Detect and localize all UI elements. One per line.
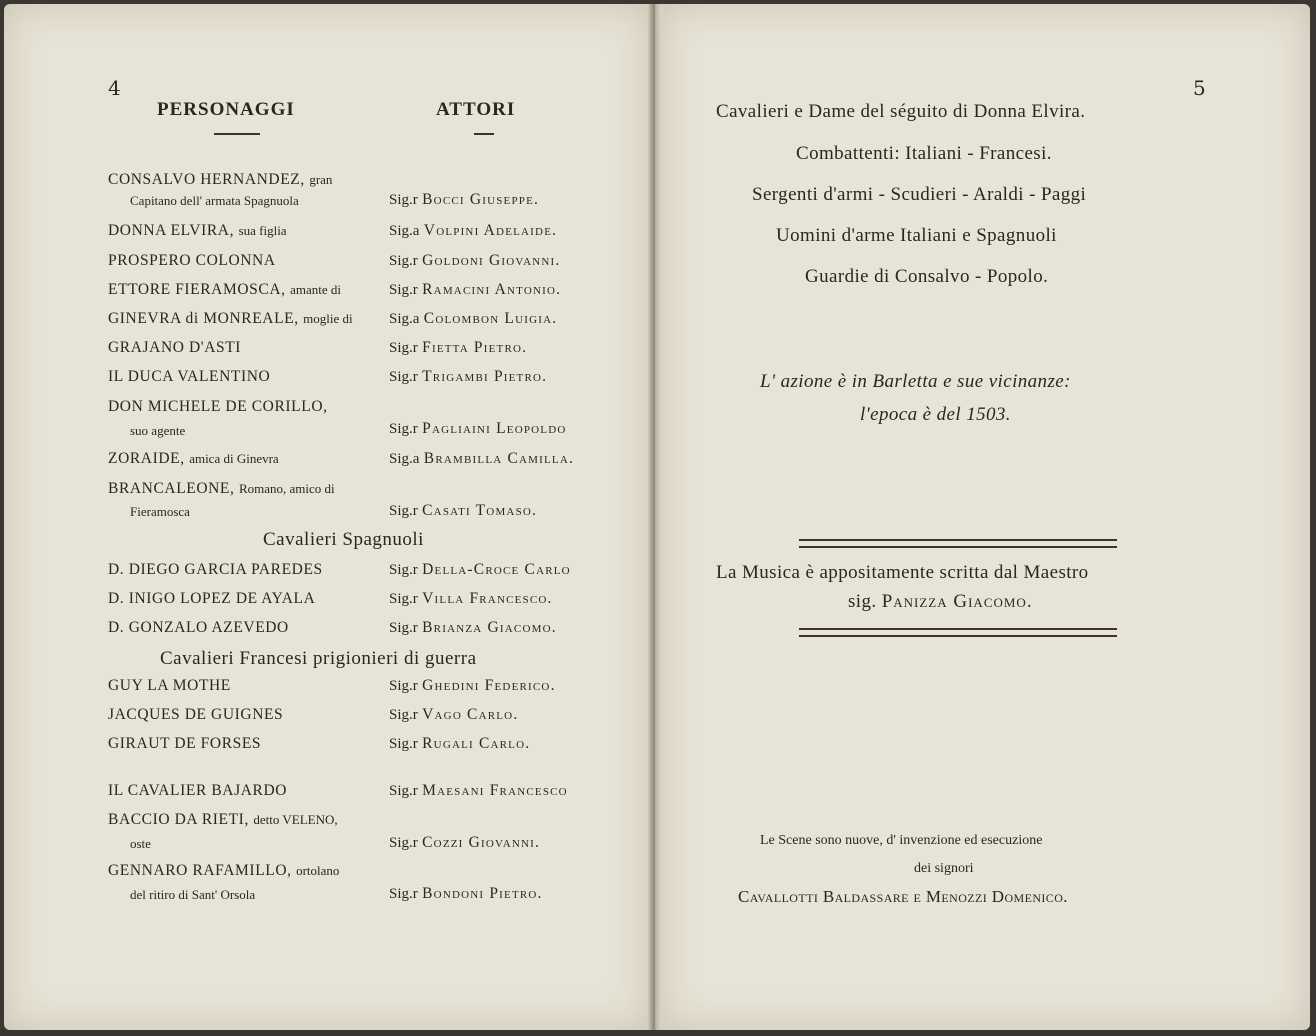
role-michele-desc: suo agente [130,423,186,438]
actor-ettore: Sig.r Ramacini Antonio. [389,281,562,298]
line-guardie: Guardie di Consalvo - Popolo. [805,266,1049,287]
role-zoraide: ZORAIDE, amica di Ginevra [108,450,279,467]
line-cavalieri-dame: Cavalieri e Dame del séguito di Donna Elvira. [716,101,1086,122]
actor-diego: Sig.r Della-Croce Carlo [389,561,571,578]
actor-bajardo: Sig.r Maesani Francesco [389,782,568,799]
role-bajardo: IL CAVALIER BAJARDO [108,782,288,799]
actor-guy: Sig.r Ghedini Federico. [389,677,556,694]
double-rule-bottom [799,628,1117,637]
role-giraut: GIRAUT DE FORSES [108,735,262,752]
book-gutter [648,4,662,1030]
role-gonzalo: D. GONZALO AZEVEDO [108,619,289,636]
actor-inigo: Sig.r Villa Francesco. [389,590,553,607]
role-valentino: IL DUCA VALENTINO [108,368,271,385]
actor-grajano: Sig.r Fietta Pietro. [389,339,528,356]
role-baccio: BACCIO DA RIETI, detto VELENO, [108,811,338,828]
group-cavalieri-francesi: Cavalieri Francesi prigionieri di guerra [160,648,477,669]
role-brancaleone: BRANCALEONE, Romano, amico di [108,480,335,497]
role-jacques: JACQUES DE GUIGNES [108,706,284,723]
line-sergenti: Sergenti d'armi - Scudieri - Araldi - Paggi [752,184,1087,205]
actor-consalvo: Sig.r Bocci Giuseppe. [389,191,540,208]
role-michele: DON MICHELE DE CORILLO, [108,398,328,415]
actor-ginevra: Sig.a Colombon Luigia. [389,310,558,327]
role-consalvo-desc: Capitano dell' armata Spagnuola [130,193,299,208]
double-rule-top [799,539,1117,548]
music-line-2: sig. Panizza Giacomo. [848,591,1033,612]
role-guy: GUY LA MOTHE [108,677,231,694]
actor-brancaleone: Sig.r Casati Tomaso. [389,502,538,519]
line-combattenti: Combattenti: Italiani - Francesi. [796,143,1052,164]
role-baccio-desc: oste [130,836,151,851]
rule-attori [474,133,494,135]
setting-line-2: l'epoca è del 1503. [860,404,1011,425]
page-number-right: 5 [1193,76,1206,100]
actor-michele: Sig.r Pagliaini Leopoldo [389,420,567,437]
role-elvira: DONNA ELVIRA, sua figlia [108,222,287,239]
actor-baccio: Sig.r Cozzi Giovanni. [389,834,541,851]
actor-giraut: Sig.r Rugali Carlo. [389,735,531,752]
role-diego: D. DIEGO GARCIA PAREDES [108,561,323,578]
page-number-left: 4 [108,76,121,100]
scenes-line-2: dei signori [914,861,974,876]
rule-personaggi [214,133,260,135]
role-gennaro-desc: del ritiro di Sant' Orsola [130,887,256,902]
header-attori: ATTORI [436,99,516,120]
scenes-line-3: Cavallotti Baldassare e Menozzi Domenico. [738,887,1068,906]
role-prospero: PROSPERO COLONNA [108,252,276,269]
actor-valentino: Sig.r Trigambi Pietro. [389,368,548,385]
scenes-line-1: Le Scene sono nuove, d' invenzione ed esecuzione [760,833,1043,848]
actor-elvira: Sig.a Volpini Adelaide. [389,222,558,239]
role-brancaleone-desc: Fieramosca [130,504,190,519]
role-grajano: GRAJANO D'ASTI [108,339,242,356]
role-consalvo: CONSALVO HERNANDEZ, gran [108,171,333,188]
role-ginevra: GINEVRA di MONREALE, moglie di [108,310,353,327]
role-inigo: D. INIGO LOPEZ DE AYALA [108,590,316,607]
music-line-1: La Musica è appositamente scritta dal Maestro [716,562,1089,583]
setting-line-1: L' azione è in Barletta e sue vicinanze: [760,371,1071,392]
line-uomini: Uomini d'arme Italiani e Spagnuoli [776,225,1057,246]
role-gennaro: GENNARO RAFAMILLO, ortolano [108,862,340,879]
actor-prospero: Sig.r Goldoni Giovanni. [389,252,561,269]
group-cavalieri-spagnuoli: Cavalieri Spagnuoli [263,529,424,550]
actor-gennaro: Sig.r Bondoni Pietro. [389,885,543,902]
header-personaggi: PERSONAGGI [157,99,295,120]
actor-jacques: Sig.r Vago Carlo. [389,706,519,723]
role-ettore: ETTORE FIERAMOSCA, amante di [108,281,341,298]
actor-gonzalo: Sig.r Brianza Giacomo. [389,619,557,636]
actor-zoraide: Sig.a Brambilla Camilla. [389,450,575,467]
